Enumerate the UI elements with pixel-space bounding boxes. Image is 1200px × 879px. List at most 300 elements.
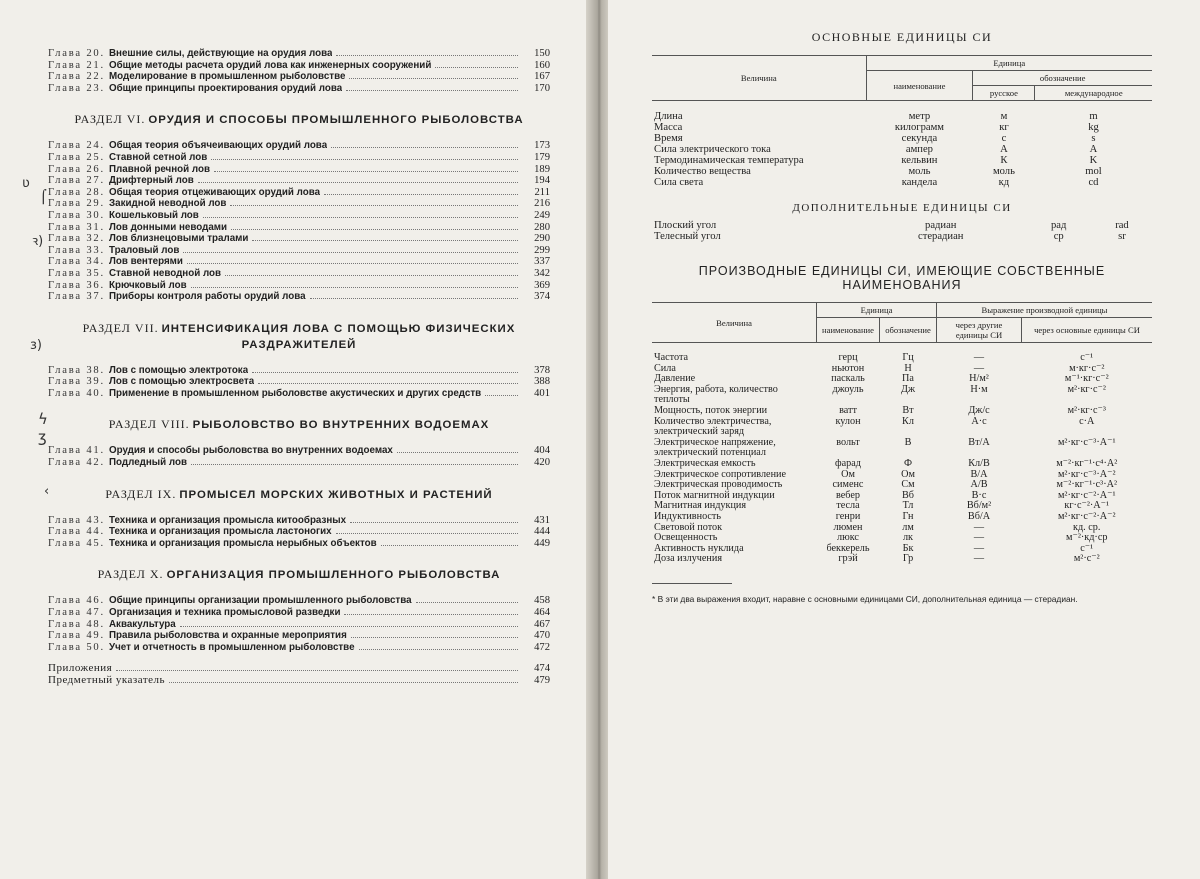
quantity-cell: Поток магнитной индукции: [654, 489, 775, 501]
value-cell: Па: [902, 373, 914, 385]
value-cell: kg: [1088, 122, 1099, 133]
leader-dots: [349, 78, 518, 79]
si-units-page: [608, 0, 1200, 879]
col-quantity: Величина: [652, 56, 866, 101]
handwritten-mark: ʋ: [22, 176, 30, 191]
value-cell: радиан: [925, 220, 957, 231]
value-cell: В·с: [971, 489, 987, 501]
leader-dots: [359, 649, 518, 650]
chapter-title: Правила рыболовства и охранные мероприятия: [108, 630, 347, 642]
toc-entry: [48, 376, 550, 388]
derived-units-title: ПРОИЗВОДНЫЕ ЕДИНИЦЫ СИ, ИМЕЮЩИЕ СОБСТВЕННЫЕ НАИМЕНОВАНИЯ: [698, 264, 1106, 292]
value-cell: ватт: [839, 404, 857, 416]
chapter-title: Ставной сетной лов: [108, 151, 208, 163]
toc-entry: [48, 280, 550, 292]
value-cell: м²·кг·с⁻²: [1067, 383, 1106, 395]
chapter-number: Глава 47.: [48, 607, 105, 619]
value-cell: s: [1091, 133, 1096, 144]
chapter-number: Глава 50.: [48, 641, 105, 653]
value-cell: джоуль: [832, 383, 864, 395]
table-row: [652, 133, 1152, 144]
value-cell: м⁻¹·кг·с⁻²: [1064, 373, 1109, 385]
value-cell: Гр: [902, 553, 914, 565]
chapter-title: Общие методы расчета орудий лова как инженерных сооружений: [108, 59, 432, 71]
value-cell: тесла: [836, 500, 860, 512]
section-number: РАЗДЕЛ VI.: [74, 112, 146, 127]
value-cell: Н·м: [970, 383, 988, 395]
leader-dots: [230, 205, 518, 206]
toc-entry: [48, 642, 550, 654]
value-cell: рад: [1051, 220, 1067, 231]
chapter-title: Техника и организация промысла китообразных: [108, 514, 347, 526]
quantity-cell: Сила света: [654, 177, 704, 188]
footnote-rule: [652, 583, 732, 590]
table-row: [652, 385, 1152, 406]
handwritten-mark: ‹: [44, 484, 50, 499]
page-number: 467: [534, 618, 550, 630]
col-via-other: через другие единицы СИ: [937, 318, 1022, 343]
toc-entry: [48, 256, 550, 268]
page-number: 194: [534, 175, 550, 187]
toc-entry: [48, 152, 550, 164]
chapter-number: Глава 32.: [48, 233, 105, 245]
chapter-number: Глава 26.: [48, 163, 105, 175]
table-spacer: [652, 101, 1152, 112]
col-international: международное: [1035, 86, 1152, 101]
value-cell: В: [904, 436, 912, 448]
page-number: 249: [534, 209, 550, 221]
value-cell: Ом: [841, 468, 855, 480]
chapter-number: Глава 28.: [48, 186, 105, 198]
value-cell: сименс: [832, 479, 864, 491]
toc-entry: [48, 268, 550, 280]
extra-units-title: ДОПОЛНИТЕЛЬНЫЕ ЕДИНИЦЫ СИ: [792, 202, 1012, 214]
chapter-number: Глава 29.: [48, 198, 105, 210]
toc-entry: [48, 222, 550, 234]
handwritten-mark: ɜ): [30, 338, 42, 353]
chapter-number: Глава 25.: [48, 151, 105, 163]
toc-entry: [48, 83, 550, 95]
chapter-title: Крючковый лов: [108, 279, 187, 291]
chapter-title: Организация и техника промысловой разведки: [108, 607, 341, 619]
page-number: 179: [534, 151, 550, 163]
chapter-title: Кошельковый лов: [108, 209, 199, 221]
toc-entry: [48, 233, 550, 245]
quantity-cell: Давление: [654, 373, 696, 385]
quantity-cell: Активность нуклида: [654, 542, 744, 554]
value-cell: с: [1001, 133, 1007, 144]
chapter-title: Аквакультура: [108, 618, 176, 630]
page-number: 299: [534, 244, 550, 256]
page-number: 337: [534, 256, 550, 268]
toc-entry: [48, 245, 550, 257]
toc-entry: [48, 675, 550, 687]
value-cell: кг·с⁻²·А⁻¹: [1064, 500, 1110, 512]
value-cell: лм: [902, 521, 914, 533]
value-cell: м⁻²·кг⁻¹·с³·А²: [1056, 479, 1118, 491]
chapter-title: Приборы контроля работы орудий лова: [108, 291, 306, 303]
quantity-cell: Время: [654, 133, 683, 144]
value-cell: —: [973, 352, 985, 363]
section-title: ОРУДИЯ И СПОСОБЫ ПРОМЫШЛЕННОГО РЫБОЛОВСТВА: [148, 114, 524, 127]
value-cell: паскаль: [831, 373, 865, 385]
chapter-title: Общая теория отцеживающих орудий лова: [108, 186, 321, 198]
chapter-number: Глава 27.: [48, 175, 105, 187]
chapter-number: Глава 36.: [48, 279, 105, 291]
quantity-cell: Электрическое сопротивление: [654, 468, 787, 480]
value-cell: K: [1089, 155, 1098, 166]
footnote: * В эти два выражения входит, наравне с основными единицами СИ, дополнительная единица — стерадиан.: [652, 593, 1078, 604]
toc-entry: [48, 175, 550, 187]
quantity-cell: Доза излучения: [654, 553, 723, 565]
table-row: [652, 438, 1152, 459]
page-number: 167: [534, 71, 550, 83]
leader-dots: [214, 171, 518, 172]
chapter-number: Глава 34.: [48, 256, 105, 268]
base-units-table: [652, 55, 1152, 188]
toc-entry: [48, 210, 550, 222]
section-heading: [48, 417, 550, 433]
page-number: 290: [534, 233, 550, 245]
page-number: 173: [534, 140, 550, 152]
col-unit: Единица: [866, 56, 1152, 71]
page-number: 472: [534, 641, 550, 653]
chapter-title: Лов с помощью электросвета: [108, 376, 255, 388]
value-cell: с·А: [1079, 415, 1095, 427]
value-cell: Ом: [901, 468, 915, 480]
value-cell: ср: [1053, 231, 1064, 242]
value-cell: м⁻²·кд·ср: [1066, 532, 1108, 544]
toc-entry: [48, 538, 550, 550]
leader-dots: [310, 298, 518, 299]
value-cell: A: [1089, 144, 1098, 155]
col-name: наименование: [866, 71, 973, 101]
section-title: РЫБОЛОВСТВО ВО ВНУТРЕННИХ ВОДОЕМАХ: [192, 419, 490, 432]
value-cell: лк: [902, 532, 914, 544]
section-heading: [48, 112, 550, 128]
leader-dots: [116, 670, 518, 671]
col-designation: обозначение: [880, 318, 937, 343]
value-cell: См: [901, 479, 915, 491]
chapter-number: Глава 20.: [48, 48, 105, 59]
leader-dots: [397, 452, 518, 453]
extra-units-table: [652, 220, 1152, 242]
quantity-cell: Мощность, поток энергии: [654, 404, 768, 416]
toc-entry: [48, 607, 550, 619]
value-cell: грэй: [838, 553, 858, 565]
page-number: 216: [534, 198, 550, 210]
quantity-cell: Масса: [654, 122, 683, 133]
leader-dots: [336, 55, 518, 56]
table-row: [652, 122, 1152, 133]
toc-entry: [48, 445, 550, 457]
toc-entry: [48, 515, 550, 527]
handwritten-mark: ⌠: [40, 190, 47, 205]
col-expression: Выражение производной единицы: [937, 303, 1153, 318]
page-number: 464: [534, 607, 550, 619]
col-name: наименование: [817, 318, 880, 343]
value-cell: метр: [908, 111, 931, 122]
toc-entry: [48, 630, 550, 642]
value-cell: Вб/А: [967, 510, 991, 522]
page-number: 211: [534, 186, 550, 198]
page-number: 431: [534, 514, 550, 526]
value-cell: м²·кг·с⁻³·А⁻²: [1057, 468, 1116, 480]
value-cell: вольт: [836, 436, 860, 448]
value-cell: —: [973, 542, 985, 554]
section-heading: [48, 567, 550, 583]
toc-entry: [48, 164, 550, 176]
toc-entry: [48, 619, 550, 631]
quantity-cell: Частота: [654, 352, 689, 363]
value-cell: —: [973, 521, 985, 533]
toc-entry: [48, 663, 550, 675]
value-cell: Вб: [902, 489, 914, 501]
page-number: 378: [534, 364, 550, 376]
toc-entry: [48, 198, 550, 210]
leader-dots: [258, 383, 518, 384]
value-cell: rad: [1115, 220, 1129, 231]
toc-entry: [48, 140, 550, 152]
value-cell: —: [973, 532, 985, 544]
leader-dots: [180, 626, 518, 627]
value-cell: Тл: [902, 500, 914, 512]
value-cell: Вт/А: [968, 436, 990, 448]
toc-entry: [48, 48, 550, 60]
page-number: 479: [534, 675, 550, 686]
section-number: РАЗДЕЛ X.: [97, 567, 164, 582]
value-cell: ньютон: [831, 362, 865, 374]
chapter-title: Техника и организация промысла нерыбных объектов: [108, 537, 377, 549]
derived-units-table: [652, 302, 1152, 565]
quantity-cell: Количество электричества, электрический заряд: [654, 415, 772, 438]
chapter-title: Применение в промышленном рыболовстве акустических и других средств: [108, 387, 482, 399]
value-cell: Кл/В: [968, 457, 990, 469]
chapter-title: Лов вентерями: [108, 256, 183, 268]
value-cell: В/А: [970, 468, 988, 480]
chapter-title: Подледный лов: [108, 457, 187, 469]
extra-units-body: [652, 220, 1152, 242]
chapter-number: Глава 44.: [48, 526, 105, 538]
quantity-cell: Электрическое напряжение, электрический потенциал: [654, 436, 776, 459]
section-heading: [48, 321, 550, 353]
chapter-number: Глава 37.: [48, 291, 105, 303]
page-number: 160: [534, 59, 550, 71]
page-number: 458: [534, 595, 550, 607]
page-number: 280: [534, 221, 550, 233]
table-row: [652, 166, 1152, 177]
leader-dots: [351, 637, 518, 638]
value-cell: Н/м²: [969, 373, 989, 385]
value-cell: Кл: [902, 415, 914, 427]
handwritten-mark: ӡ: [38, 428, 47, 446]
toc-entry: [48, 595, 550, 607]
chapter-number: Глава 46.: [48, 595, 105, 607]
value-cell: стерадиан: [918, 231, 964, 242]
value-cell: килограмм: [894, 122, 945, 133]
value-cell: м²·кг·с⁻²·А⁻²: [1057, 510, 1116, 522]
chapter-number: Глава 48.: [48, 618, 105, 630]
value-cell: Дж: [901, 383, 915, 395]
value-cell: Вт: [902, 404, 914, 416]
chapter-number: Глава 39.: [48, 376, 105, 388]
table-row: [652, 177, 1152, 188]
chapter-number: Глава 41.: [48, 445, 105, 457]
leader-dots: [381, 545, 518, 546]
page-number: 449: [534, 537, 550, 549]
page-number: 420: [534, 457, 550, 469]
page-number: 404: [534, 445, 550, 457]
chapter-title: Лов с помощью электротока: [108, 364, 249, 376]
chapter-number: Глава 42.: [48, 457, 105, 469]
value-cell: А·с: [971, 415, 987, 427]
leader-dots: [191, 464, 518, 465]
value-cell: м²·кг·с⁻³·А⁻¹: [1057, 436, 1116, 448]
value-cell: m: [1089, 111, 1098, 122]
section-title: ОРГАНИЗАЦИЯ ПРОМЫШЛЕННОГО РЫБОЛОВСТВА: [166, 569, 501, 582]
chapter-number: Глава 33.: [48, 244, 105, 256]
table-row: [652, 111, 1152, 122]
toc-entry: [48, 187, 550, 199]
chapter-title: Техника и организация промысла ластоногих: [108, 526, 332, 538]
page-number: 388: [534, 376, 550, 388]
value-cell: sr: [1118, 231, 1126, 242]
value-cell: кулон: [835, 415, 861, 427]
handwritten-mark: ϟ: [38, 410, 48, 428]
quantity-cell: Длина: [654, 111, 683, 122]
value-cell: м: [1000, 111, 1008, 122]
value-cell: —: [973, 553, 985, 565]
value-cell: фарад: [835, 457, 861, 469]
value-cell: cd: [1088, 177, 1099, 188]
leader-dots: [183, 252, 518, 253]
derived-units-body: [652, 343, 1152, 565]
chapter-number: Глава 35.: [48, 267, 105, 279]
chapter-number: Глава 40.: [48, 387, 105, 399]
leader-dots: [324, 194, 518, 195]
page-number: 189: [534, 163, 550, 175]
quantity-cell: Электрическая емкость: [654, 457, 756, 469]
value-cell: Вб/м²: [966, 500, 992, 512]
value-cell: Гн: [902, 510, 914, 522]
toc-sections: [48, 112, 550, 653]
chapter-title: Траловый лов: [108, 244, 180, 256]
page-number: 401: [534, 387, 550, 399]
value-cell: К: [1000, 155, 1008, 166]
chapter-number: Глава 30.: [48, 209, 105, 221]
value-cell: м²·кг·с⁻³: [1067, 404, 1106, 416]
value-cell: моль: [908, 166, 931, 177]
toc-top-list: [48, 48, 550, 94]
chapter-number: Глава 24.: [48, 140, 105, 152]
chapter-title: Плавной речной лов: [108, 163, 210, 175]
page-number: 374: [534, 291, 550, 303]
value-cell: кельвин: [901, 155, 938, 166]
value-cell: м·кг·с⁻²: [1069, 362, 1105, 374]
chapter-title: Общая теория объячеивающих орудий лова: [108, 140, 328, 152]
leader-dots: [485, 395, 518, 396]
section-heading: [48, 487, 550, 503]
leader-dots: [331, 147, 518, 148]
page-number: 342: [534, 267, 550, 279]
value-cell: Ф: [903, 457, 913, 469]
page-number: 170: [534, 82, 550, 94]
quantity-cell: Сила электрического тока: [654, 144, 771, 155]
leader-dots: [346, 90, 518, 91]
leader-dots: [252, 372, 518, 373]
value-cell: кд: [998, 177, 1010, 188]
chapter-number: Глава 49.: [48, 630, 105, 642]
spacer-cell: [652, 101, 866, 112]
chapter-number: Глава 45.: [48, 537, 105, 549]
leader-dots: [416, 602, 518, 603]
page-number: 470: [534, 630, 550, 642]
chapter-title: Общие принципы организации промышленного рыболовства: [108, 595, 412, 607]
chapter-number: Глава 23.: [48, 82, 105, 94]
col-unit: Единица: [817, 303, 937, 318]
leader-dots: [225, 275, 518, 276]
value-cell: Н: [904, 362, 912, 374]
section-title: ИНТЕНСИФИКАЦИЯ ЛОВА С ПОМОЩЬЮ ФИЗИЧЕСКИХ РАЗДРАЖИТЕЛЕЙ: [161, 322, 516, 351]
toc-page: [0, 0, 590, 879]
leader-dots: [252, 240, 518, 241]
leader-dots: [203, 217, 518, 218]
leader-dots: [191, 287, 518, 288]
value-cell: кд. ср.: [1073, 521, 1101, 533]
section-number: РАЗДЕЛ IX.: [105, 486, 177, 501]
section-title: ПРОМЫСЕЛ МОРСКИХ ЖИВОТНЫХ И РАСТЕНИЙ: [179, 488, 493, 501]
value-cell: А: [1000, 144, 1008, 155]
chapter-title: Дрифтерный лов: [108, 175, 194, 187]
quantity-cell: Плоский угол: [654, 220, 717, 231]
chapter-number: Глава 21.: [48, 59, 105, 71]
table-row: [652, 512, 1152, 523]
section-number: РАЗДЕЛ VII.: [82, 320, 159, 335]
value-cell: м⁻²·кг⁻¹·с⁴·А²: [1056, 457, 1118, 469]
value-cell: с⁻¹: [1080, 542, 1094, 554]
toc-entry: [48, 457, 550, 469]
col-via-base: через основные единицы СИ: [1022, 318, 1153, 343]
value-cell: Бк: [902, 542, 914, 554]
table-row: [652, 406, 1152, 417]
quantity-cell: Индуктивность: [654, 510, 722, 522]
chapter-title: Лов близнецовыми тралами: [108, 233, 249, 245]
value-cell: вебер: [836, 489, 860, 501]
col-designation: обозначение: [973, 71, 1152, 86]
chapter-title: Орудия и способы рыболовства во внутренних водоемах: [108, 445, 393, 457]
toc-entry: [48, 388, 550, 400]
chapter-title: Предметный указатель: [48, 675, 166, 686]
value-cell: ампер: [905, 144, 933, 155]
chapter-title: Приложения: [48, 663, 113, 675]
value-cell: люкс: [837, 532, 859, 544]
quantity-cell: Сила: [654, 362, 676, 374]
value-cell: люмен: [833, 521, 863, 533]
value-cell: м²·кг·с⁻²·А⁻¹: [1057, 489, 1116, 501]
quantity-cell: Телесный угол: [654, 231, 721, 242]
quantity-cell: Электрическая проводимость: [654, 479, 783, 491]
value-cell: mol: [1085, 166, 1102, 177]
leader-dots: [344, 614, 518, 615]
value-cell: секунда: [901, 133, 938, 144]
chapter-title: Ставной неводной лов: [108, 267, 222, 279]
value-cell: Дж/с: [968, 404, 990, 416]
toc-entry: [48, 365, 550, 377]
toc-entry: [48, 60, 550, 72]
col-quantity: Величина: [652, 303, 817, 343]
quantity-cell: Энергия, работа, количество теплоты: [654, 383, 778, 406]
chapter-title: Закидной неводной лов: [108, 198, 227, 210]
